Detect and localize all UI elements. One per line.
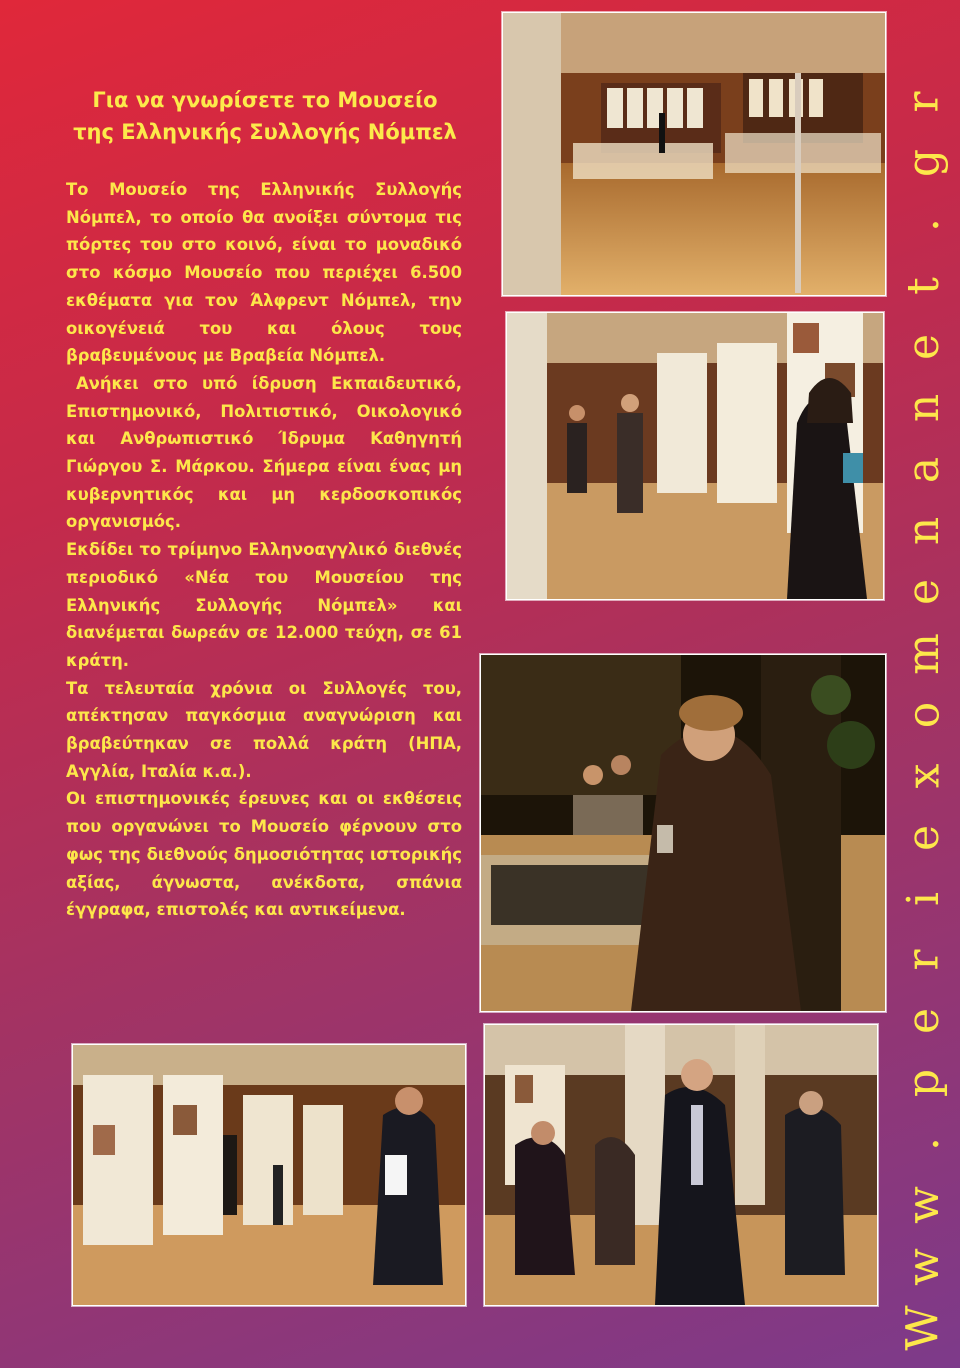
photo-woman-leopard-hat [480, 654, 886, 1012]
url-char: W [898, 1305, 950, 1351]
url-char: r [897, 949, 949, 971]
paragraph-1: Το Μουσείο της Ελληνικής Συλλογής Νόμπελ, το οποίο θα ανοίξει σύντομα τις πόρτες του στο κοινό, είναι το μοναδικό στο κόσμο Μουσείο που περιέχει 6.500 εκθέματα για τον Άλφρεντ Νόμπελ, την οικογένειά του και όλους τους βραβευμένους με Βραβεία Νόμπελ. [66, 180, 462, 366]
photo-exhibition-hall [502, 12, 886, 296]
url-char: m [898, 632, 950, 675]
paragraph-3: Εκδίδει το τρίμηνο Ελληνοαγγλικό διεθνές περιοδικό «Νέα του Μουσείου της Ελληνικής Συλλογής Νόμπελ» και διανέμεται δωρεάν σε 12.000 τεύχη, σε 61 κράτη. [66, 540, 462, 670]
url-char: a [897, 456, 949, 483]
photo-man-walking [72, 1044, 466, 1306]
url-char: n [898, 516, 949, 546]
url-char: w [898, 1247, 950, 1286]
url-char: o [898, 701, 949, 729]
url-char: e [897, 824, 949, 851]
url-char: x [897, 763, 949, 789]
website-url-vertical [897, 80, 950, 1351]
url-char: . [898, 1137, 949, 1152]
url-char: i [897, 891, 949, 906]
url-char: e [897, 334, 949, 361]
url-char: t [898, 277, 949, 295]
url-char: w [898, 1186, 950, 1225]
url-char: g [897, 149, 949, 178]
url-char: p [897, 1068, 949, 1097]
photo-elderly-man [484, 1024, 878, 1306]
url-char: . [898, 217, 949, 232]
paragraph-5: Οι επιστημονικές έρευνες και οι εκθέσεις που οργανώνει το Μουσείο φέρνουν στο φως της διεθνούς δημοσιότητας ιστορικής αξίας, άγνωστα, ανέκδοτα, σπάνια έγγραφα, επιστολές και αντικείμενα. [66, 789, 462, 920]
url-char: e [897, 1008, 949, 1035]
article-body [66, 176, 462, 924]
paragraph-2: Ανήκει στο υπό ίδρυση Εκπαιδευτικό, Επιστημονικό, Πολιτιστικό, Οικολογικό και Ανθρωπιστικό Ίδρυμα Καθηγητή Γιώργου Σ. Μάρκου. Σήμερα είναι ένας μη κυβερνητικός και μη κερδοσκοπικός οργανισμός. [66, 373, 462, 532]
photo-visitors-exhibition [506, 312, 884, 600]
url-char: e [897, 579, 949, 606]
url-char: r [897, 91, 949, 113]
title-line-2: της Ελληνικής Συλλογής Νόμπελ [73, 120, 457, 144]
title-line-1: Για να γνωρίσετε το Μουσείο [92, 88, 438, 112]
page-title [60, 84, 470, 148]
paragraph-4: Τα τελευταία χρόνια οι Συλλογές του, απέκτησαν παγκόσμια αναγνώριση και βραβεύτηκαν σε πολλά κράτη (ΗΠΑ, Αγγλία, Ιταλία κ.α.). [66, 678, 462, 781]
url-char: n [898, 394, 949, 423]
